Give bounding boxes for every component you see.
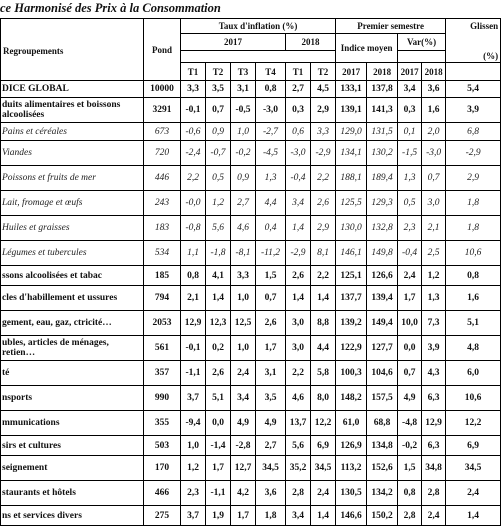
- header-pond: Pond: [144, 19, 181, 81]
- header-2018: 2018: [286, 34, 336, 51]
- cell-t3-2017: 3,3: [231, 266, 256, 286]
- cell-t1-2018: -0,4: [286, 166, 311, 191]
- row-label: sirs et cultures: [1, 436, 144, 456]
- cell-t1-2018: 0,3: [286, 98, 311, 123]
- cell-t1-2018: 3,4: [286, 506, 311, 526]
- cell-t2-2018: 8,1: [311, 241, 336, 266]
- row-label: ssons alcoolisées et tabac: [1, 266, 144, 286]
- table-row: [1, 311, 501, 336]
- cell-t1-2017: -9,4: [181, 411, 206, 436]
- cell-t1-2018: 13,7: [286, 411, 311, 436]
- cell-glissement: 12,2: [446, 411, 501, 436]
- cell-t1-2018: 3,0: [286, 336, 311, 361]
- cell-t1-2017: 2,2: [181, 166, 206, 191]
- cell-glissement: 5,4: [446, 81, 501, 98]
- cell-var-2017: 2,8: [398, 506, 422, 526]
- table-row: [1, 361, 501, 386]
- cell-t1-2017: 2,1: [181, 286, 206, 311]
- cell-t1-2018: 5,6: [286, 436, 311, 456]
- cell-var-2017: 3,4: [398, 81, 422, 98]
- cell-t3-2017: 12,7: [231, 456, 256, 481]
- row-label: duits alimentaires et boissons alcoolisées: [1, 98, 144, 123]
- cell-var-2018: 3,6: [422, 81, 446, 98]
- cell-t1-2017: 3,3: [181, 81, 206, 98]
- cell-var-2018: 6,3: [422, 436, 446, 456]
- header-var-spacer: [398, 51, 446, 63]
- cell-indice-2018: 141,3: [367, 98, 398, 123]
- cell-glissement: 4,8: [446, 336, 501, 361]
- cell-t1-2018: -2,9: [286, 241, 311, 266]
- cell-t2-2018: 5,8: [311, 361, 336, 386]
- cell-var-2017: 0,3: [398, 98, 422, 123]
- cell-t4-2017: 3,6: [256, 481, 286, 506]
- cell-pond: 534: [144, 241, 181, 266]
- cell-t1-2017: -0,6: [181, 123, 206, 141]
- cell-var-2018: 1,6: [422, 98, 446, 123]
- cell-t4-2017: -4,5: [256, 141, 286, 166]
- cell-t2-2018: 2,2: [311, 266, 336, 286]
- header-var-2018: 2018: [422, 63, 446, 81]
- header-glissement-blank: [446, 63, 501, 81]
- cell-t2-2017: -1,8: [206, 241, 231, 266]
- row-label: mmunications: [1, 411, 144, 436]
- cell-t2-2018: 4,5: [311, 81, 336, 98]
- cell-t1-2018: 2,7: [286, 81, 311, 98]
- table-row: [1, 481, 501, 506]
- cell-indice-2017: 139,2: [336, 311, 367, 336]
- cell-indice-2018: 68,8: [367, 411, 398, 436]
- cell-var-2017: -1,5: [398, 141, 422, 166]
- cell-t1-2018: 2,8: [286, 481, 311, 506]
- table-header: [1, 19, 501, 81]
- cell-t1-2018: 4,6: [286, 386, 311, 411]
- cell-t2-2017: 5,1: [206, 386, 231, 411]
- cell-indice-2017: 129,0: [336, 123, 367, 141]
- cell-t2-2017: 2,6: [206, 361, 231, 386]
- row-label: cles d'habillement et ussures: [1, 286, 144, 311]
- cell-pond: 275: [144, 506, 181, 526]
- cell-t3-2017: 2,4: [231, 361, 256, 386]
- cell-pond: 561: [144, 336, 181, 361]
- cell-indice-2017: 122,9: [336, 336, 367, 361]
- cell-glissement: 34,5: [446, 456, 501, 481]
- cell-var-2018: 12,9: [422, 411, 446, 436]
- cell-var-2018: 2,4: [422, 506, 446, 526]
- cell-indice-2017: 133,1: [336, 81, 367, 98]
- cell-var-2018: 2,8: [422, 481, 446, 506]
- header-var-2017: 2017: [398, 63, 422, 81]
- cell-var-2017: 2,4: [398, 266, 422, 286]
- table-subrow: [1, 141, 501, 166]
- cell-indice-2018: 134,2: [367, 481, 398, 506]
- cell-t2-2018: 3,3: [311, 123, 336, 141]
- cell-indice-2018: 129,3: [367, 191, 398, 216]
- cell-var-2017: 0,1: [398, 123, 422, 141]
- cell-glissement: 1,8: [446, 191, 501, 216]
- cell-var-2018: 2,1: [422, 216, 446, 241]
- cell-var-2017: 1,7: [398, 286, 422, 311]
- cell-indice-2017: 130,5: [336, 481, 367, 506]
- cell-indice-2017: 125,5: [336, 191, 367, 216]
- inflation-table: [0, 18, 501, 526]
- cell-t4-2017: 1,5: [256, 266, 286, 286]
- cell-t2-2017: 0,0: [206, 411, 231, 436]
- cell-t2-2018: 8,8: [311, 311, 336, 336]
- cell-pond: 990: [144, 386, 181, 411]
- cell-t1-2017: 1,0: [181, 436, 206, 456]
- cell-glissement: 2,4: [446, 481, 501, 506]
- cell-t3-2017: -0,2: [231, 141, 256, 166]
- cell-indice-2017: 146,6: [336, 506, 367, 526]
- cell-glissement: 10,6: [446, 241, 501, 266]
- cell-t3-2017: -2,8: [231, 436, 256, 456]
- cell-var-2018: 3,0: [422, 191, 446, 216]
- table-row: [1, 336, 501, 361]
- table-subrow: [1, 191, 501, 216]
- row-label: staurants et hôtels: [1, 481, 144, 506]
- cell-var-2017: 2,3: [398, 216, 422, 241]
- cell-var-2018: 34,8: [422, 456, 446, 481]
- cell-t1-2018: 3,4: [286, 191, 311, 216]
- cell-t4-2017: 4,9: [256, 411, 286, 436]
- cell-t4-2017: 2,7: [256, 436, 286, 456]
- cell-var-2017: -0,2: [398, 436, 422, 456]
- header-t2-2017: T2: [206, 63, 231, 81]
- table-row: [1, 266, 501, 286]
- cell-t2-2018: 8,0: [311, 386, 336, 411]
- cell-glissement: 3,9: [446, 98, 501, 123]
- cell-t2-2017: 1,4: [206, 286, 231, 311]
- cell-indice-2017: 113,2: [336, 456, 367, 481]
- cell-indice-2017: 61,0: [336, 411, 367, 436]
- cell-t2-2018: 1,4: [311, 506, 336, 526]
- cell-glissement: 1,8: [446, 216, 501, 241]
- cell-t1-2017: -0,0: [181, 191, 206, 216]
- row-label: nsports: [1, 386, 144, 411]
- cell-t4-2017: 2,6: [256, 311, 286, 336]
- header-t1-2017: T1: [181, 63, 206, 81]
- cell-indice-2018: 104,6: [367, 361, 398, 386]
- header-premier-semestre: Premier semestre: [336, 19, 446, 34]
- header-indice-2017: 2017: [336, 63, 367, 81]
- cell-pond: 2053: [144, 311, 181, 336]
- cell-glissement: 1,4: [446, 506, 501, 526]
- cell-t1-2017: 1,1: [181, 241, 206, 266]
- cell-pond: 10000: [144, 81, 181, 98]
- cell-indice-2018: 131,5: [367, 123, 398, 141]
- table-row: [1, 506, 501, 526]
- cell-t3-2017: 1,7: [231, 506, 256, 526]
- cell-var-2018: 2,5: [422, 241, 446, 266]
- cell-var-2018: 4,3: [422, 361, 446, 386]
- table-row: [1, 286, 501, 311]
- cell-t3-2017: -0,5: [231, 98, 256, 123]
- cell-glissement: 6,0: [446, 361, 501, 386]
- table-row: [1, 386, 501, 411]
- table-row: [1, 456, 501, 481]
- row-label: seignement: [1, 456, 144, 481]
- cell-indice-2018: 157,5: [367, 386, 398, 411]
- cell-pond: 794: [144, 286, 181, 311]
- cell-var-2017: 0,7: [398, 361, 422, 386]
- cell-pond: 503: [144, 436, 181, 456]
- cell-var-2018: 1,2: [422, 266, 446, 286]
- cell-t2-2017: -0,7: [206, 141, 231, 166]
- cell-indice-2017: 100,3: [336, 361, 367, 386]
- row-label: ubles, articles de ménages, retien…: [1, 336, 144, 361]
- cell-indice-2017: 188,1: [336, 166, 367, 191]
- page-title: ce Harmonisé des Prix à la Consommation: [0, 1, 221, 15]
- cell-t3-2017: 3,4: [231, 386, 256, 411]
- cell-pond: 243: [144, 191, 181, 216]
- cell-indice-2017: 146,1: [336, 241, 367, 266]
- cell-t2-2017: 5,6: [206, 216, 231, 241]
- cell-glissement: 10,6: [446, 386, 501, 411]
- cell-indice-2018: 137,8: [367, 81, 398, 98]
- cell-t1-2017: 12,9: [181, 311, 206, 336]
- cell-t3-2017: 2,7: [231, 191, 256, 216]
- cell-t2-2017: 0,5: [206, 166, 231, 191]
- cell-var-2017: -4,8: [398, 411, 422, 436]
- cell-t2-2017: 0,2: [206, 336, 231, 361]
- row-label: ns et services divers: [1, 506, 144, 526]
- cell-glissement: 5,1: [446, 311, 501, 336]
- cell-pond: 355: [144, 411, 181, 436]
- cell-t1-2017: -0,1: [181, 98, 206, 123]
- cell-var-2017: 4,9: [398, 386, 422, 411]
- cell-t4-2017: 0,8: [256, 81, 286, 98]
- cell-pond: 466: [144, 481, 181, 506]
- cell-t3-2017: 1,0: [231, 336, 256, 361]
- cell-t4-2017: -3,0: [256, 98, 286, 123]
- cell-indice-2018: 149,4: [367, 311, 398, 336]
- cell-var-2018: 0,7: [422, 166, 446, 191]
- cell-t3-2017: 4,9: [231, 411, 256, 436]
- cell-indice-2017: 126,9: [336, 436, 367, 456]
- cell-pond: 720: [144, 141, 181, 166]
- cell-t1-2017: -0,8: [181, 216, 206, 241]
- cell-t2-2017: 12,3: [206, 311, 231, 336]
- cell-glissement: 6,9: [446, 436, 501, 456]
- cell-var-2018: 6,3: [422, 386, 446, 411]
- row-label: Viandes: [1, 141, 144, 166]
- cell-t2-2017: 1,7: [206, 456, 231, 481]
- cell-t3-2017: 1,0: [231, 123, 256, 141]
- header-regroupements: Regroupements: [1, 19, 144, 81]
- cell-t2-2018: 2,4: [311, 481, 336, 506]
- cell-t1-2017: -2,4: [181, 141, 206, 166]
- cell-t1-2018: 1,4: [286, 216, 311, 241]
- cell-t3-2017: 1,0: [231, 286, 256, 311]
- table-subrow: [1, 216, 501, 241]
- cell-t4-2017: 0,4: [256, 216, 286, 241]
- cell-t4-2017: 4,4: [256, 191, 286, 216]
- cell-t2-2017: 1,9: [206, 506, 231, 526]
- header-t3-2017: T3: [231, 63, 256, 81]
- cell-t1-2017: 0,8: [181, 266, 206, 286]
- cell-t2-2018: 34,5: [311, 456, 336, 481]
- cell-t4-2017: 34,5: [256, 456, 286, 481]
- cell-t1-2017: 1,2: [181, 456, 206, 481]
- cell-t2-2017: 3,5: [206, 81, 231, 98]
- cell-var-2017: 0,8: [398, 481, 422, 506]
- table-row: [1, 98, 501, 123]
- cell-indice-2017: 125,1: [336, 266, 367, 286]
- cell-var-2018: 7,3: [422, 311, 446, 336]
- cell-t3-2017: 4,6: [231, 216, 256, 241]
- cell-glissement: 1,6: [446, 286, 501, 311]
- cell-indice-2018: 127,7: [367, 336, 398, 361]
- cell-indice-2017: 137,7: [336, 286, 367, 311]
- row-label: Huiles et graisses: [1, 216, 144, 241]
- cell-pond: 446: [144, 166, 181, 191]
- header-t1-2018: T1: [286, 63, 311, 81]
- cell-glissement: 6,8: [446, 123, 501, 141]
- cell-var-2017: 0,5: [398, 191, 422, 216]
- cell-indice-2018: 126,6: [367, 266, 398, 286]
- cell-var-2017: 1,5: [398, 456, 422, 481]
- cell-t1-2017: -0,1: [181, 336, 206, 361]
- cell-t4-2017: 3,1: [256, 361, 286, 386]
- cell-var-2017: 10,0: [398, 311, 422, 336]
- cell-t1-2018: 0,6: [286, 123, 311, 141]
- cell-t1-2018: 1,4: [286, 286, 311, 311]
- row-label: Lait, fromage et œufs: [1, 191, 144, 216]
- row-label: té: [1, 361, 144, 386]
- cell-indice-2018: 150,2: [367, 506, 398, 526]
- row-label: Poissons et fruits de mer: [1, 166, 144, 191]
- cell-indice-2018: 149,8: [367, 241, 398, 266]
- cell-var-2018: 3,9: [422, 336, 446, 361]
- cell-t4-2017: 3,5: [256, 386, 286, 411]
- cell-indice-2018: 189,4: [367, 166, 398, 191]
- table-subrow: [1, 241, 501, 266]
- header-glissement-unit: (%): [446, 51, 501, 63]
- table-row: [1, 81, 501, 98]
- cell-t2-2017: 1,2: [206, 191, 231, 216]
- cell-indice-2017: 139,1: [336, 98, 367, 123]
- table-subrow: [1, 123, 501, 141]
- cell-var-2017: 0,0: [398, 336, 422, 361]
- cell-pond: 170: [144, 456, 181, 481]
- header-spacer: [181, 51, 336, 63]
- cell-t4-2017: 1,8: [256, 506, 286, 526]
- header-var: Var(%): [398, 34, 446, 51]
- cell-t1-2018: 3,0: [286, 311, 311, 336]
- cell-t1-2018: 35,2: [286, 456, 311, 481]
- cell-t2-2017: 0,7: [206, 98, 231, 123]
- table-row: [1, 411, 501, 436]
- cell-pond: 357: [144, 361, 181, 386]
- cell-indice-2018: 139,4: [367, 286, 398, 311]
- cell-t3-2017: 12,5: [231, 311, 256, 336]
- cell-pond: 3291: [144, 98, 181, 123]
- cell-t2-2017: 4,1: [206, 266, 231, 286]
- cell-t2-2018: 1,4: [311, 286, 336, 311]
- cell-t2-2018: -2,9: [311, 141, 336, 166]
- cell-t2-2018: 6,9: [311, 436, 336, 456]
- cell-t1-2018: 2,2: [286, 361, 311, 386]
- row-label: gement, eau, gaz, ctricité…: [1, 311, 144, 336]
- cell-t2-2018: 2,9: [311, 216, 336, 241]
- cell-t2-2018: 12,2: [311, 411, 336, 436]
- table-body: [1, 81, 501, 526]
- cell-t3-2017: 3,1: [231, 81, 256, 98]
- cell-var-2018: -3,0: [422, 141, 446, 166]
- cell-glissement: 2,9: [446, 166, 501, 191]
- cell-t4-2017: 0,7: [256, 286, 286, 311]
- cell-var-2017: 1,3: [398, 166, 422, 191]
- header-indice-2018: 2018: [367, 63, 398, 81]
- cell-pond: 183: [144, 216, 181, 241]
- cell-t2-2018: 2,6: [311, 191, 336, 216]
- table-row: [1, 436, 501, 456]
- cell-t1-2017: -1,1: [181, 361, 206, 386]
- cell-var-2018: 2,0: [422, 123, 446, 141]
- cell-indice-2017: 130,0: [336, 216, 367, 241]
- cell-indice-2017: 148,2: [336, 386, 367, 411]
- cell-t3-2017: 0,9: [231, 166, 256, 191]
- table-subrow: [1, 166, 501, 191]
- cell-pond: 185: [144, 266, 181, 286]
- cell-t4-2017: -11,2: [256, 241, 286, 266]
- cell-t3-2017: 4,2: [231, 481, 256, 506]
- cell-t1-2018: -3,0: [286, 141, 311, 166]
- header-taux-inflation: Taux d'inflation (%): [181, 19, 336, 34]
- cell-t2-2017: -1,4: [206, 436, 231, 456]
- cell-indice-2018: 132,8: [367, 216, 398, 241]
- cell-t1-2017: 2,3: [181, 481, 206, 506]
- row-label: Légumes et tubercules: [1, 241, 144, 266]
- cell-t4-2017: -2,7: [256, 123, 286, 141]
- cell-indice-2018: 152,6: [367, 456, 398, 481]
- cell-t2-2018: 4,4: [311, 336, 336, 361]
- cell-glissement: -2,9: [446, 141, 501, 166]
- header-t2-2018: T2: [311, 63, 336, 81]
- cell-t1-2018: 2,6: [286, 266, 311, 286]
- cell-pond: 673: [144, 123, 181, 141]
- cell-glissement: 0,8: [446, 266, 501, 286]
- header-2017: 2017: [181, 34, 286, 51]
- row-label: Pains et céréales: [1, 123, 144, 141]
- cell-t1-2017: 3,7: [181, 386, 206, 411]
- header-glissement: Glissen: [446, 19, 501, 51]
- cell-t1-2017: 3,7: [181, 506, 206, 526]
- header-indice-moyen: Indice moyen: [336, 34, 398, 63]
- cell-var-2018: 1,3: [422, 286, 446, 311]
- cell-indice-2017: 134,1: [336, 141, 367, 166]
- cell-var-2017: -0,4: [398, 241, 422, 266]
- row-label: DICE GLOBAL: [1, 81, 144, 98]
- cell-t2-2017: -1,1: [206, 481, 231, 506]
- cell-t4-2017: 1,7: [256, 336, 286, 361]
- cell-t3-2017: -8,1: [231, 241, 256, 266]
- cell-indice-2018: 134,8: [367, 436, 398, 456]
- cell-t2-2017: 0,9: [206, 123, 231, 141]
- cell-t2-2018: 2,2: [311, 166, 336, 191]
- cell-t4-2017: 1,3: [256, 166, 286, 191]
- cell-indice-2018: 130,2: [367, 141, 398, 166]
- cell-t2-2018: 2,9: [311, 98, 336, 123]
- header-t4-2017: T4: [256, 63, 286, 81]
